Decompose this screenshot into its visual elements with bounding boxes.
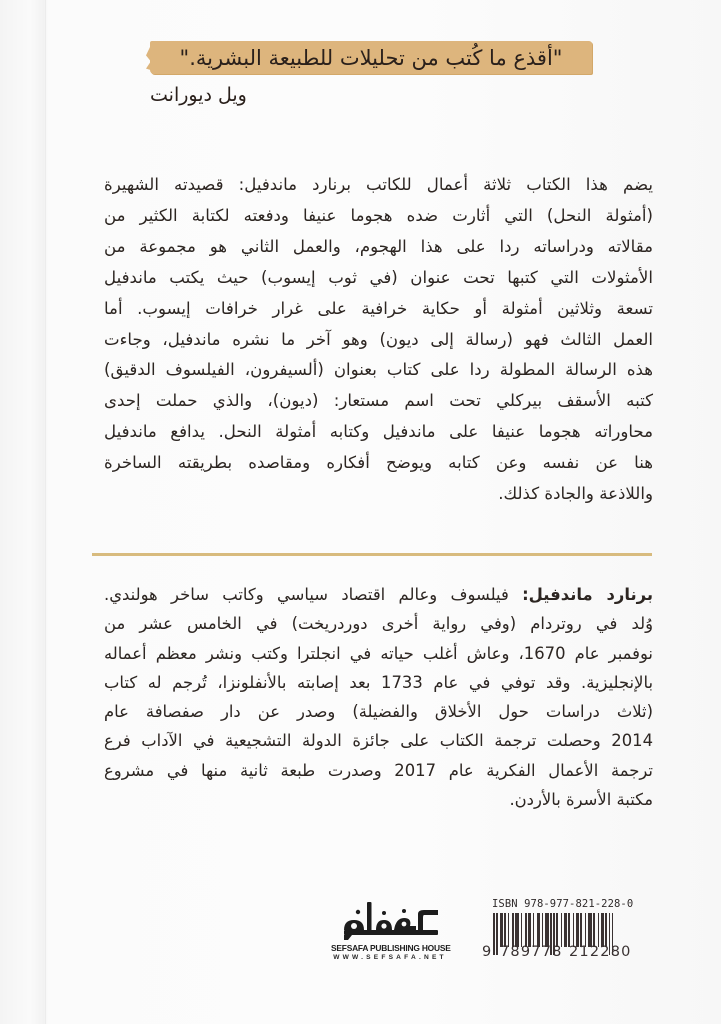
bio-line: 2014 وحصلت ترجمة الكتاب على جائزة الدولة التشجيعية في الآداب فرع	[104, 731, 653, 751]
bio-line: بالإنجليزية. وقد توفي في عام 1733 بعد إصابته بالأنفلونزا، تُرجم له كتاب	[104, 672, 654, 692]
barcode-first-digit: 9	[482, 944, 493, 960]
bio-line: مكتبة الأسرة بالأردن.	[509, 790, 653, 810]
bio-line: وُلد في روتردام (وفي رواية أخرى دوردريخت) في الخامس عشر من	[104, 614, 653, 634]
synopsis-line: واللاذعة والجادة كذلك.	[498, 484, 653, 504]
barcode-right-digits: 212280	[569, 944, 632, 960]
barcode-left-digits: 789778	[500, 944, 563, 960]
publisher-url: WWW.SEFSAFA.NET	[333, 954, 447, 961]
synopsis-paragraph	[104, 170, 653, 510]
bio-line: (ثلاث دراسات حول الأخلاق والفضيلة) وصدر عن دار صفصافة عام	[104, 702, 653, 722]
bio-line: نوفمبر عام 1670، وعاش أغلب حياته في انجلترا وكتب ونشر معظم أعماله	[104, 643, 653, 663]
synopsis-line: هذه الرسالة المطولة ردا على كتاب بعنوان (ألسيفرون، الفيلسوف الدقيق)	[104, 360, 653, 380]
synopsis-line: الأمثولات التي كتبها تحت عنوان (في ثوب إيسوب) حيث يكتب ماندفيل	[104, 267, 653, 287]
isbn-label: ISBN 978-977-821-228-0	[492, 898, 634, 910]
synopsis-line: هنا عن نفسه وعن كتابه ويوضح أفكاره ومقاصده بطريقته الساخرة	[104, 453, 653, 473]
sefsafa-logo-icon	[338, 900, 442, 942]
quote-author: ويل ديورانت	[150, 84, 247, 106]
synopsis-line: مقالاته ودراساته ردا على هذا الهجوم، والعمل الثاني هو مجموعة من	[104, 236, 653, 256]
quote-banner	[150, 41, 592, 74]
synopsis-line: محاوراته هجوما عنيفا على ماندفيل وكتابه أمثولة النحل. يدافع ماندفيل	[104, 422, 653, 442]
synopsis-line: كتبه الأسقف بيركلي تحت اسم مستعار: (ديون)، والذي حملت إحدى	[104, 391, 653, 411]
bio-author-name: برنارد ماندفيل:	[522, 585, 653, 604]
publisher-logo	[331, 900, 449, 966]
spine-crease	[45, 0, 46, 1024]
publisher-name: SEFSAFA PUBLISHING HOUSE	[331, 943, 451, 953]
bio-first-line-text: فيلسوف وعالم اقتصاد سياسي وكاتب ساخر هولندي.	[104, 585, 523, 604]
bio-line: ترجمة الأعمال الفكرية عام 2017 وصدرت طبعة ثانية منها في مشروع	[104, 760, 653, 780]
synopsis-line: (أمثولة النحل) التي أثارت ضده هجوما عنيفا ودفعته لكتابة الكثير من	[104, 205, 653, 225]
author-bio	[104, 580, 653, 814]
synopsis-line: يضم هذا الكتاب ثلاثة أعمال للكاتب برنارد ماندفيل: قصيدته الشهيرة	[104, 175, 653, 194]
synopsis-line: تسعة وثلاثين أمثولة أو حكاية خرافية على غرار خرافات إيسوب. أما	[104, 298, 653, 318]
quote-text: "أقذع ما كُتب من تحليلات للطبيعة البشرية."	[179, 45, 563, 70]
section-divider	[92, 553, 652, 556]
bio-first-line	[104, 580, 653, 609]
isbn-barcode	[480, 890, 660, 970]
synopsis-line: العمل الثالث فهو (رسالة إلى ديون) وهو آخر ما نشره ماندفيل، وجاءت	[104, 329, 653, 349]
